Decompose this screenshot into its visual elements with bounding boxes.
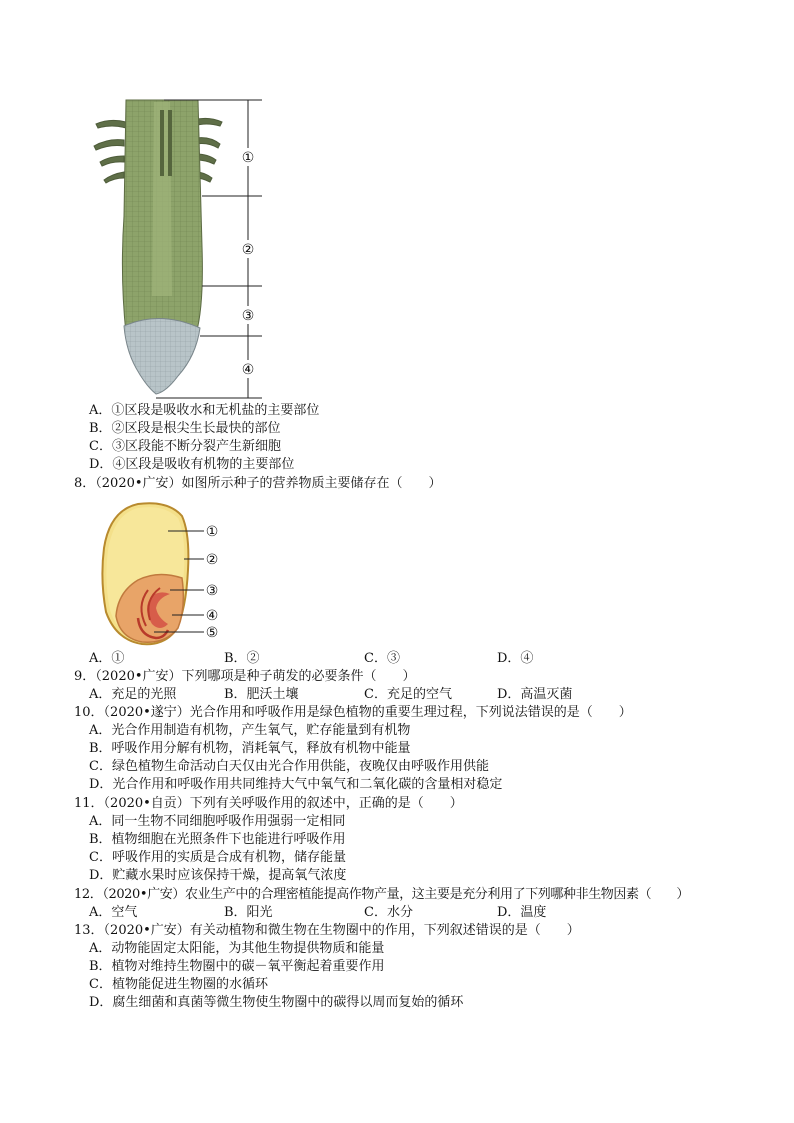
zone-label-1: ① xyxy=(241,150,255,166)
q11-option-c: C．呼吸作用的实质是合成有机物，储存能量 xyxy=(89,850,346,865)
q9-option-c: C．充足的空气 xyxy=(364,687,452,702)
q10-stem: 10．（2020•遂宁）光合作用和呼吸作用是绿色植物的重要生理过程，下列说法错误的是（ ） xyxy=(74,705,632,720)
q9-option-b: B．肥沃土壤 xyxy=(224,687,299,702)
q13-option-a: A．动物能固定太阳能，为其他生物提供物质和能量 xyxy=(89,941,385,956)
q12-stem: 12．（2020•广安）农业生产中的合理密植能提高作物产量，这主要是充分利用了下列哪种非生物因素（ ） xyxy=(74,887,689,902)
q13-option-d: D．腐生细菌和真菌等微生物使生物圈中的碳得以周而复始的循环 xyxy=(89,995,464,1010)
seed-label-2: ② xyxy=(205,552,219,568)
q8-option-a: A．① xyxy=(89,651,125,666)
q12-option-a: A．空气 xyxy=(89,905,138,920)
q8-option-b: B．② xyxy=(224,651,260,666)
q11-option-d: D．贮藏水果时应该保持干燥，提高氧气浓度 xyxy=(89,868,347,883)
seed-figure xyxy=(98,500,228,648)
q10-option-b: B．呼吸作用分解有机物，消耗氧气，释放有机物中能量 xyxy=(89,741,411,756)
q12-option-d: D．温度 xyxy=(497,905,547,920)
seed-label-4: ④ xyxy=(205,608,219,624)
q13-option-c: C．植物能促进生物圈的水循环 xyxy=(89,977,268,992)
q10-option-a: A．光合作用制造有机物，产生氧气，贮存能量到有机物 xyxy=(89,723,411,738)
zone-label-2: ② xyxy=(241,242,255,258)
q7-option-b: B．②区段是根尖生长最快的部位 xyxy=(89,421,281,436)
q10-option-c: C．绿色植物生命活动白天仅由光合作用供能，夜晚仅由呼吸作用供能 xyxy=(89,759,489,774)
root-cap xyxy=(124,318,200,394)
q12-option-b: B．阳光 xyxy=(224,905,273,920)
q11-option-a: A．同一生物不同细胞呼吸作用强弱一定相同 xyxy=(89,814,346,829)
q7-option-a: A．①区段是吸收水和无机盐的主要部位 xyxy=(89,403,320,418)
q9-option-a: A．充足的光照 xyxy=(89,687,177,702)
q10-option-d: D．光合作用和呼吸作用共同维持大气中氧气和二氧化碳的含量相对稳定 xyxy=(89,777,503,792)
q8-option-c: C．③ xyxy=(364,651,400,666)
q9-stem: 9．（2020•广安）下列哪项是种子萌发的必要条件（ ） xyxy=(74,669,416,684)
q9-option-d: D．高温灭菌 xyxy=(497,687,573,702)
seed-label-1: ① xyxy=(205,524,219,540)
q11-option-b: B．植物细胞在光照条件下也能进行呼吸作用 xyxy=(89,832,346,847)
seed-label-5: ⑤ xyxy=(205,625,219,641)
q8-stem: 8．（2020•广安）如图所示种子的营养物质主要储存在（ ） xyxy=(74,476,442,491)
q7-option-c: C．③区段能不断分裂产生新细胞 xyxy=(89,439,281,454)
root-tip-figure xyxy=(90,96,280,402)
q8-option-d: D．④ xyxy=(497,651,534,666)
q13-option-b: B．植物对维持生物圈中的碳－氧平衡起着重要作用 xyxy=(89,959,385,974)
zone-label-4: ④ xyxy=(241,362,255,378)
q11-stem: 11．（2020•自贡）下列有关呼吸作用的叙述中，正确的是（ ） xyxy=(74,796,463,811)
q12-option-c: C．水分 xyxy=(364,905,413,920)
zone-label-3: ③ xyxy=(241,308,255,324)
seed-label-3: ③ xyxy=(205,583,219,599)
q7-option-d: D．④区段是吸收有机物的主要部位 xyxy=(89,457,295,472)
q13-stem: 13．（2020•广安）有关动植物和微生物在生物圈中的作用，下列叙述错误的是（ ） xyxy=(74,923,580,938)
